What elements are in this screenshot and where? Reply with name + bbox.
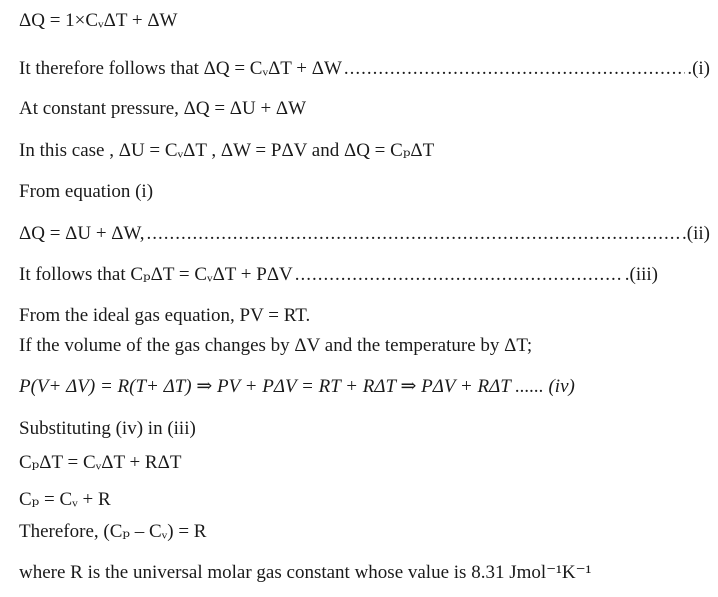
equation-cp-line: Cₚ = Cᵥ + R xyxy=(19,489,111,510)
constant-pressure-line: At constant pressure, ΔQ = ΔU + ΔW xyxy=(19,98,307,119)
ideal-gas-line: From the ideal gas equation, PV = RT. xyxy=(19,305,311,326)
gas-constant-line: where R is the universal molar gas constant whose value is 8.31 Jmol⁻¹K⁻¹ xyxy=(19,562,592,583)
leader-dots xyxy=(344,58,685,80)
equation-ii-text: ΔQ = ΔU + ΔW, xyxy=(19,223,145,244)
therefore-line: Therefore, (Cₚ – Cᵥ) = R xyxy=(19,521,207,542)
equation-iii-line xyxy=(19,264,658,286)
volume-change-line: If the volume of the gas changes by ΔV and the temperature by ΔT; xyxy=(19,335,533,356)
from-equation-i-line: From equation (i) xyxy=(19,181,154,202)
equation-cp-dt-line: CₚΔT = CᵥΔT + RΔT xyxy=(19,452,182,473)
equation-iii-text: It follows that CₚΔT = CᵥΔT + PΔV xyxy=(19,264,293,285)
substituting-line: Substituting (iv) in (iii) xyxy=(19,418,196,439)
equation-i-label: .(i) xyxy=(687,58,710,79)
case-definitions-line: In this case , ΔU = CᵥΔT , ΔW = PΔV and ΔQ = CₚΔT xyxy=(19,140,435,161)
equation-iv-line: P(V+ ΔV) = R(T+ ΔT) ⇒ PV + PΔV = RT + RΔT ⇒ PΔV + RΔT ...... (iv) xyxy=(19,376,575,397)
equation-ii-line xyxy=(19,223,710,245)
leader-dots xyxy=(146,223,680,245)
equation-iii-label: .(iii) xyxy=(624,264,658,285)
equation-first-law: ΔQ = 1×CᵥΔT + ΔW xyxy=(19,10,178,31)
equation-ii-label: .(ii) xyxy=(682,223,710,244)
leader-dots xyxy=(295,264,623,286)
equation-i-line xyxy=(19,58,710,80)
equation-i-text: It therefore follows that ΔQ = CᵥΔT + ΔW xyxy=(19,58,342,79)
